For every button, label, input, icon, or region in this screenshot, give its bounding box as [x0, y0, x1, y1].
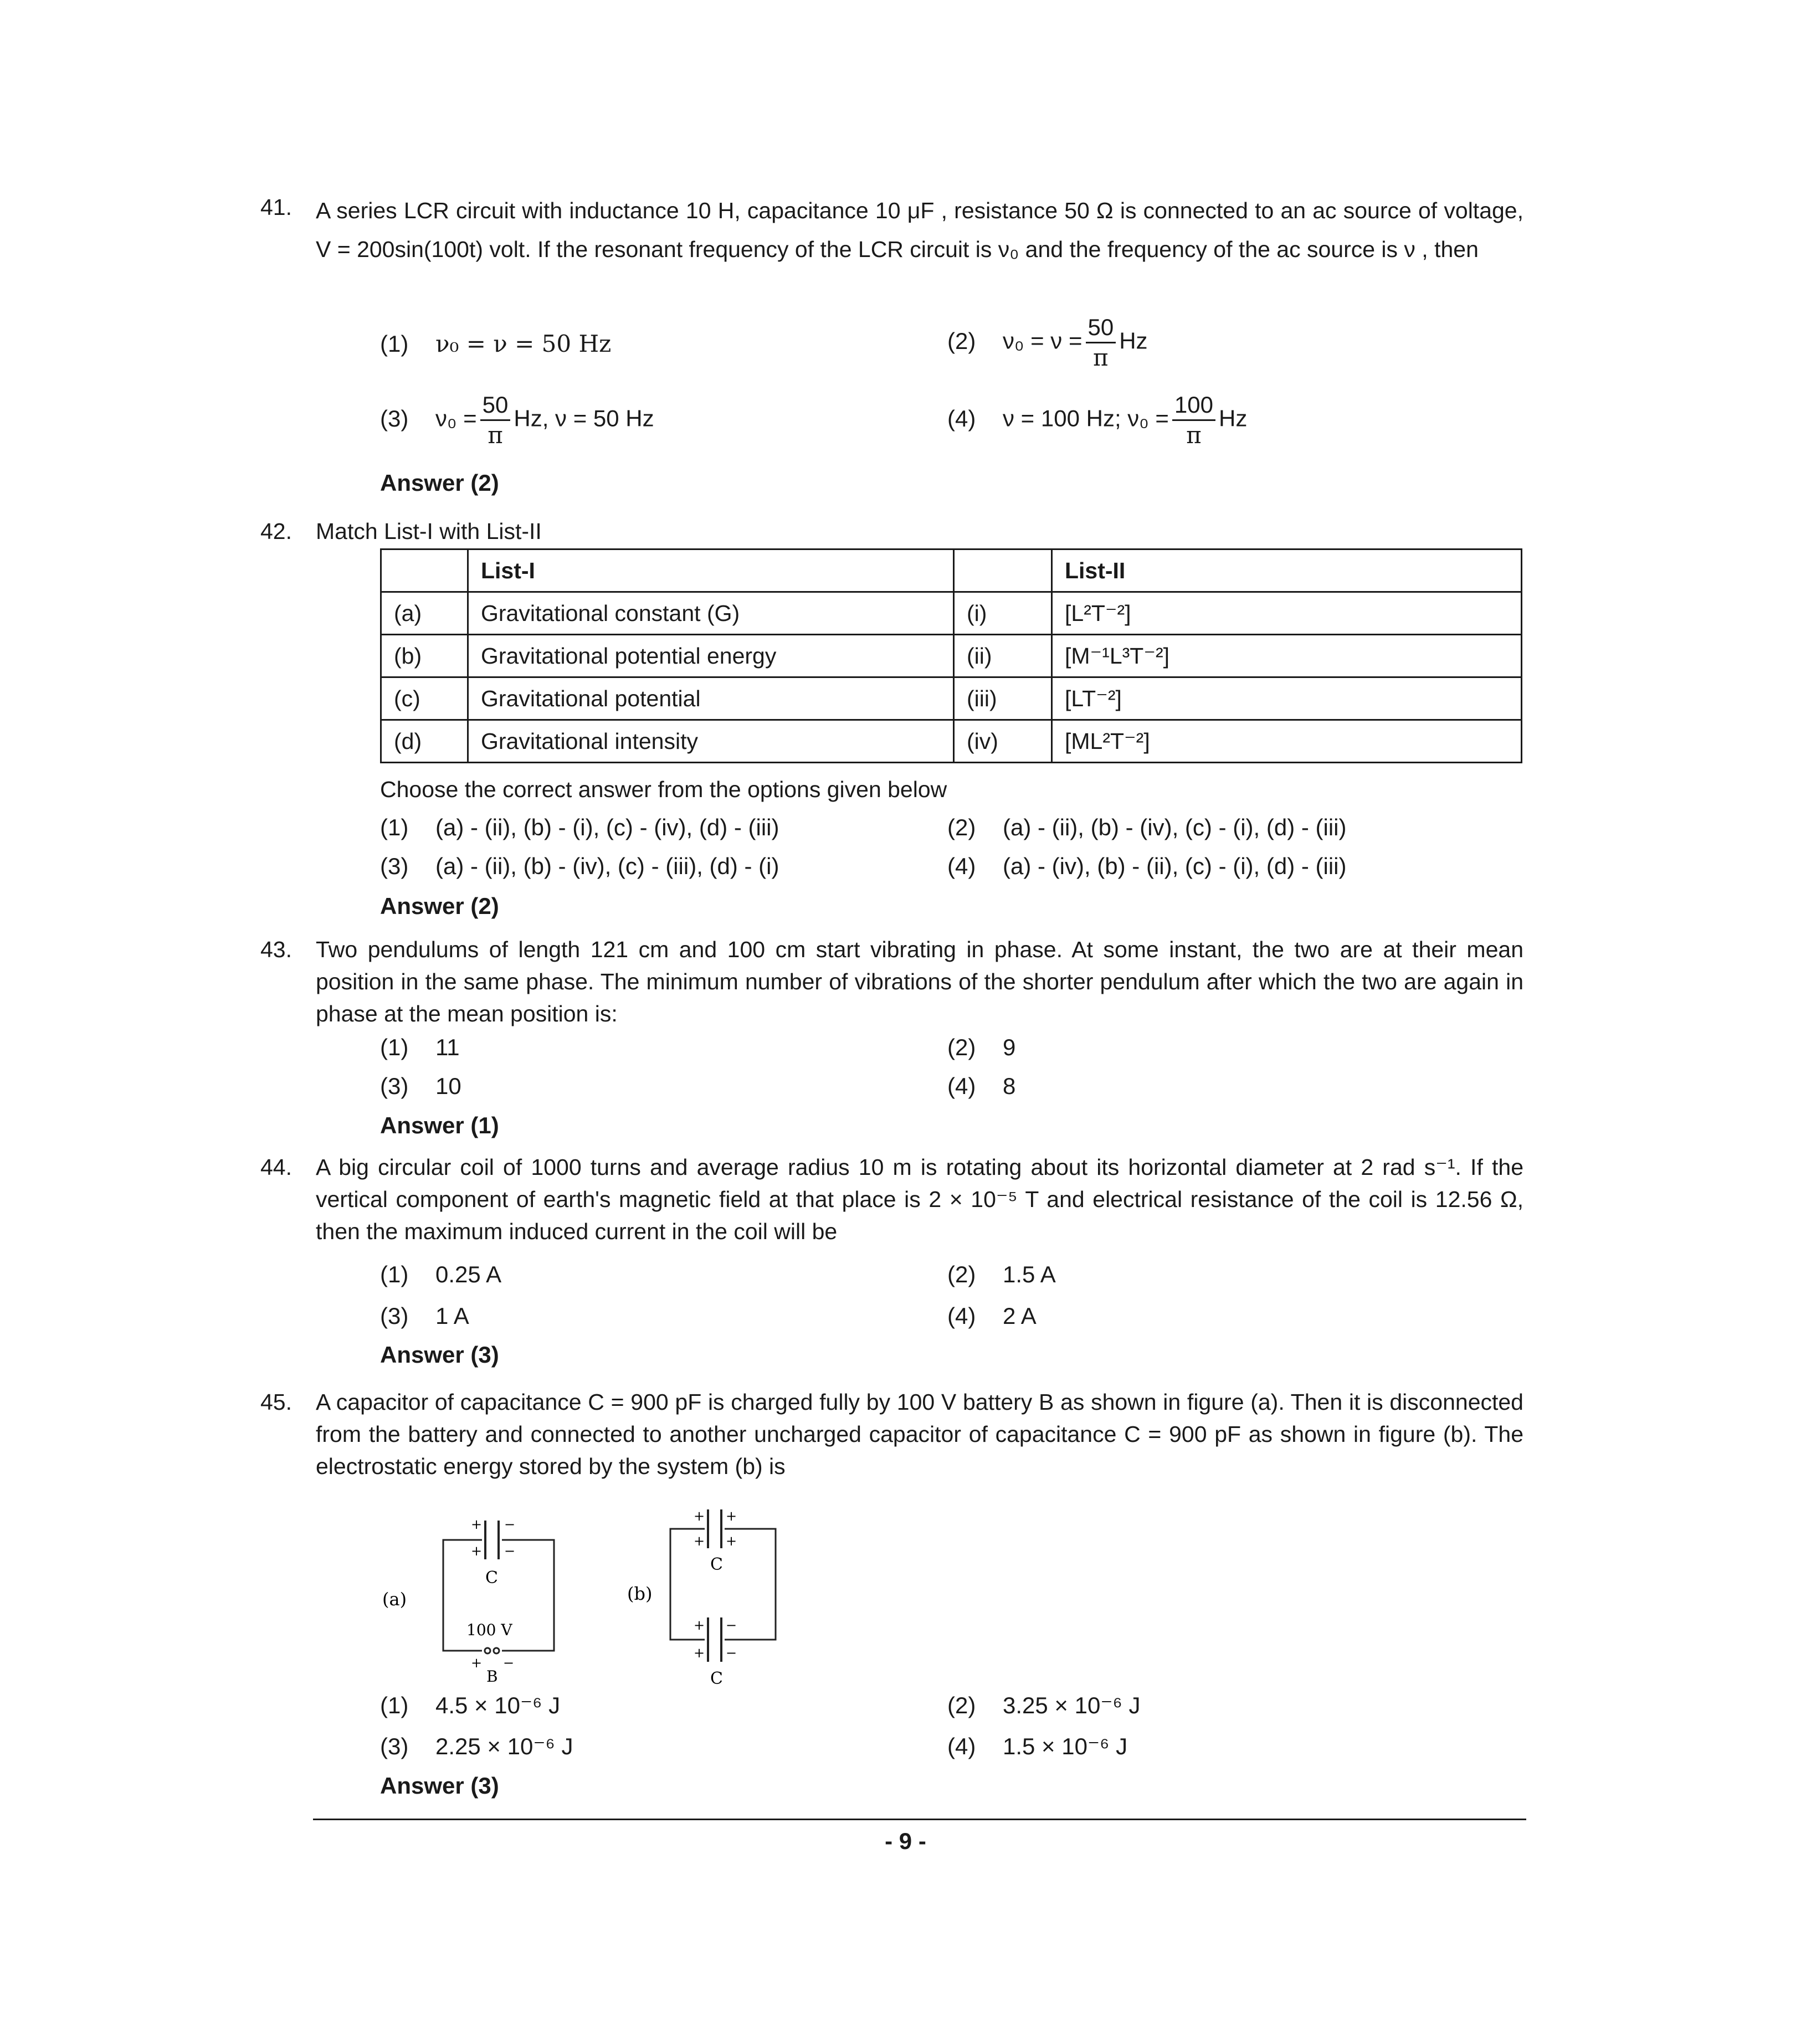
fraction: [1172, 391, 1215, 450]
option-number: (1): [380, 814, 409, 840]
question-text: Two pendulums of length 121 cm and 100 cm start vibrating in phase. At some instant, the two are at their mean position in the same phase. The minimum number of vibrations of the shorter pendulum after which the two are again in phase at the mean position is:: [316, 937, 1523, 1026]
option-number: (4): [947, 1733, 976, 1759]
fraction-numerator: 50: [1086, 313, 1116, 343]
table-cell: [LT⁻²]: [1052, 677, 1522, 720]
plus-sign: +: [471, 1517, 483, 1532]
option-number: (2): [947, 1692, 976, 1718]
option-text: ν₀ = ν = 50 Hz: [435, 330, 612, 357]
figure-a-label: (a): [382, 1589, 407, 1610]
option-number: (2): [947, 327, 976, 354]
table-cell: Gravitational potential: [468, 677, 954, 720]
table-row: [381, 720, 1522, 763]
table-cell: (a): [381, 592, 468, 635]
battery-voltage: 100 V: [466, 1621, 512, 1639]
table-row: [381, 635, 1522, 677]
question-number: 43.: [260, 937, 292, 962]
option-number: (4): [947, 1073, 976, 1099]
table-cell: (iii): [954, 677, 1052, 720]
q44-answer: Answer (3): [380, 1342, 499, 1368]
option-text: 0.25 A: [435, 1261, 502, 1287]
q41-option-4: [947, 391, 1247, 450]
table-cell: (b): [381, 635, 468, 677]
question-42: [260, 515, 1523, 547]
figure-a-circuit: [382, 1507, 571, 1684]
q45-option-4: [947, 1730, 1127, 1763]
plus-sign: +: [694, 1533, 705, 1549]
option-text: 8: [1003, 1073, 1016, 1099]
question-number: 42.: [260, 518, 292, 544]
minus-sign: −: [726, 1645, 737, 1661]
table-row: [381, 592, 1522, 635]
option-number: (1): [380, 1261, 409, 1287]
option-text: 1.5 × 10⁻⁶ J: [1003, 1733, 1128, 1759]
q41-option-1: [380, 328, 611, 360]
option-text: 2 A: [1003, 1303, 1037, 1329]
question-41: [260, 191, 1523, 269]
table-cell: (i): [954, 592, 1052, 635]
table-header-list-2: List-II: [1052, 549, 1522, 592]
battery-label: B: [486, 1667, 498, 1684]
table-cell: (ii): [954, 635, 1052, 677]
option-number: (2): [947, 1034, 976, 1060]
table-header-cell: [954, 549, 1052, 592]
q45-answer: Answer (3): [380, 1773, 499, 1799]
option-number: (2): [947, 1261, 976, 1287]
fraction: [480, 391, 511, 450]
q42-option-2: [947, 812, 1346, 844]
q45-option-1: [380, 1689, 560, 1722]
fraction-denominator: π: [488, 422, 503, 449]
option-number: (3): [380, 1073, 409, 1099]
question-number: 44.: [260, 1154, 292, 1180]
plus-sign: +: [726, 1508, 737, 1524]
plus-sign: +: [694, 1645, 705, 1661]
question-45: [260, 1386, 1523, 1482]
option-number: (1): [380, 1034, 409, 1060]
q42-option-1: [380, 812, 779, 844]
question-43: [260, 933, 1523, 1030]
plus-sign: +: [694, 1617, 705, 1633]
table-header-list-1: List-I: [468, 549, 954, 592]
option-number: (1): [380, 1692, 409, 1718]
option-text: 4.5 × 10⁻⁶ J: [435, 1692, 561, 1718]
question-text: A big circular coil of 1000 turns and average radius 10 m is rotating about its horizontal diameter at 2 rad s⁻¹. If the vertical component of earth's magnetic field at that place is 2 × 10⁻⁵ T and electrical resistance of the coil is 12.56 Ω, then the maximum induced current in the coil will be: [316, 1154, 1523, 1244]
q42-option-3: [380, 850, 779, 882]
table-cell: [M⁻¹L³T⁻²]: [1052, 635, 1522, 677]
option-text: (a) - (ii), (b) - (iv), (c) - (i), (d) - (iii): [1003, 814, 1347, 840]
q45-option-3: [380, 1730, 573, 1763]
option-text: 1.5 A: [1003, 1261, 1056, 1287]
fraction-denominator: π: [1093, 344, 1109, 371]
fraction-numerator: 50: [480, 391, 511, 421]
option-number: (3): [380, 853, 409, 879]
option-number: (1): [380, 331, 409, 357]
option-number: (2): [947, 814, 976, 840]
option-text: 1 A: [435, 1303, 469, 1329]
table-cell: [ML²T⁻²]: [1052, 720, 1522, 763]
option-suffix: Hz, ν = 50 Hz: [514, 405, 654, 432]
plus-sign: +: [726, 1533, 737, 1549]
minus-sign: −: [503, 1655, 515, 1671]
capacitor-label: C: [485, 1568, 498, 1588]
option-number: (4): [947, 853, 976, 879]
q42-option-4: [947, 850, 1346, 882]
option-text: 2.25 × 10⁻⁶ J: [435, 1733, 573, 1759]
option-suffix: Hz: [1119, 327, 1148, 354]
table-cell: Gravitational constant (G): [468, 592, 954, 635]
option-number: (3): [380, 1733, 409, 1759]
option-suffix: Hz: [1218, 405, 1248, 432]
q42-instruction: Choose the correct answer from the options given below: [380, 777, 947, 802]
match-table: [380, 548, 1522, 763]
table-header-cell: [381, 549, 468, 592]
q41-option-3: [380, 391, 654, 450]
minus-sign: −: [504, 1543, 516, 1559]
table-cell: (c): [381, 677, 468, 720]
table-cell: Gravitational intensity: [468, 720, 954, 763]
option-prefix: ν₀ = ν =: [1003, 327, 1083, 354]
capacitor-label: C: [710, 1555, 723, 1574]
table-cell: [L²T⁻²]: [1052, 592, 1522, 635]
q45-option-2: [947, 1689, 1140, 1722]
option-text: 9: [1003, 1034, 1016, 1060]
fraction: [1086, 313, 1116, 372]
table-cell: (iv): [954, 720, 1052, 763]
table-row: [381, 677, 1522, 720]
capacitor-label: C: [710, 1669, 723, 1688]
option-text: (a) - (ii), (b) - (iv), (c) - (iii), (d) - (i): [435, 853, 779, 879]
question-text: Match List-I with List-II: [316, 518, 542, 544]
footer-divider: [313, 1819, 1526, 1820]
q44-option-3: [380, 1300, 469, 1332]
option-number: (4): [947, 1303, 976, 1329]
minus-sign: −: [726, 1617, 737, 1633]
question-number: 41.: [260, 194, 292, 220]
q43-answer: Answer (1): [380, 1112, 499, 1138]
plus-sign: +: [694, 1508, 705, 1524]
q44-option-4: [947, 1300, 1037, 1332]
option-text: (a) - (ii), (b) - (i), (c) - (iv), (d) - (iii): [435, 814, 779, 840]
option-number: (3): [380, 405, 409, 432]
battery-terminal: [494, 1648, 499, 1653]
q43-option-2: [947, 1031, 1015, 1064]
q44-option-1: [380, 1259, 501, 1291]
q41-option-2: [947, 313, 1148, 372]
table-header-row: [381, 549, 1522, 592]
option-number: (3): [380, 1303, 409, 1329]
q43-option-3: [380, 1070, 461, 1102]
option-text: 3.25 × 10⁻⁶ J: [1003, 1692, 1141, 1718]
figure-b-label: (b): [627, 1583, 653, 1604]
fraction-numerator: 100: [1172, 391, 1215, 421]
battery-terminal: [485, 1648, 490, 1653]
q41-answer: Answer (2): [380, 470, 499, 496]
question-text: A series LCR circuit with inductance 10 H, capacitance 10 μF , resistance 50 Ω is connected to an ac source of voltage, V = 200sin(100t) volt. If the resonant frequency of the LCR circuit is ν₀ and the frequency of the ac source is ν , then: [316, 198, 1523, 262]
question-number: 45.: [260, 1389, 292, 1415]
table-cell: (d): [381, 720, 468, 763]
figure-b-circuit: [620, 1501, 809, 1689]
fraction-denominator: π: [1186, 422, 1202, 449]
minus-sign: −: [504, 1517, 516, 1532]
plus-sign: +: [471, 1543, 483, 1559]
q43-option-1: [380, 1031, 460, 1064]
table-cell: Gravitational potential energy: [468, 635, 954, 677]
option-text: 11: [435, 1034, 460, 1060]
question-44: [260, 1151, 1523, 1247]
plus-sign: +: [471, 1655, 483, 1671]
q42-answer: Answer (2): [380, 893, 499, 919]
question-text: A capacitor of capacitance C = 900 pF is charged fully by 100 V battery B as shown in figure (a). Then it is disconnected from the battery and connected to another uncharged capacitor of capacitance C = 900 pF as shown in figure (b). The electrostatic energy stored by the system (b) is: [316, 1389, 1523, 1479]
option-text: (a) - (iv), (b) - (ii), (c) - (i), (d) - (iii): [1003, 853, 1347, 879]
option-text: 10: [435, 1073, 461, 1099]
option-prefix: ν = 100 Hz; ν₀ =: [1003, 405, 1169, 432]
q44-option-2: [947, 1259, 1056, 1291]
option-prefix: ν₀ =: [435, 405, 477, 432]
q43-option-4: [947, 1070, 1015, 1102]
page-number: - 9 -: [885, 1828, 926, 1854]
option-number: (4): [947, 405, 976, 432]
